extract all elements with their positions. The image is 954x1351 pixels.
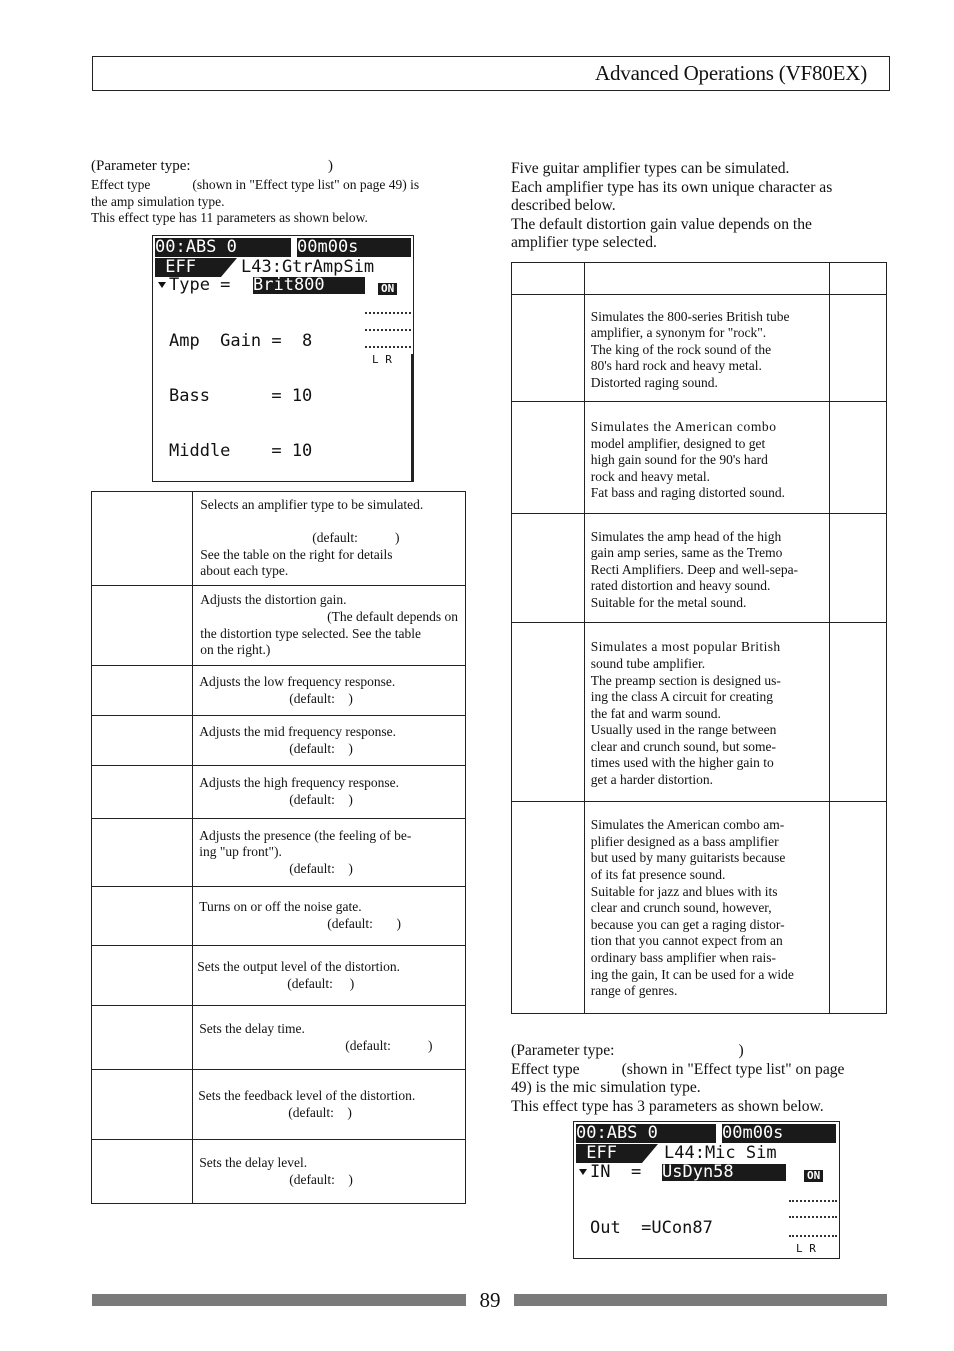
lcd-in-value: UsDyn58 — [662, 1164, 786, 1181]
lcd-type-value: Brit800 — [253, 277, 365, 294]
lcd-time: 00m00s — [722, 1124, 836, 1143]
lcd-abs-counter: 00:ABS 0 — [155, 238, 291, 257]
table-row: Adjusts the distortion gain. (The default depends on the distortion type selected. See the table on the right.) — [92, 586, 466, 666]
level-meter-dots — [789, 1216, 837, 1218]
mic-param-type-line: (Parameter type: ) — [511, 1042, 744, 1059]
amp-type-table — [511, 262, 887, 1014]
header-box — [92, 56, 890, 91]
table-row: Adjusts the presence (the feeling of be- ing "up front"). (default: ) — [92, 819, 466, 887]
table-header-row — [512, 263, 887, 295]
mic-desc-line: 49) is the mic simulation type. — [511, 1079, 701, 1097]
table-row: Selects an amplifier type to be simulated. (default: ) See the table on the right for details about each type. — [92, 492, 466, 586]
lcd-line-middle: Middle = 10 — [169, 441, 313, 462]
cursor-triangle-icon — [158, 282, 166, 288]
cursor-triangle-icon — [579, 1169, 587, 1175]
level-meter-dots — [365, 312, 411, 314]
table-row: Sets the output level of the distortion. (default: ) — [92, 946, 466, 1006]
lcd-line-amp-gain: Amp Gain = 8 — [169, 330, 313, 351]
level-meter-dots — [365, 329, 411, 331]
footer-bar-left — [92, 1294, 466, 1306]
mic-sim-description — [511, 1042, 889, 1116]
lcd-eff-label: EFF — [155, 258, 221, 277]
lcd-display-mic-sim — [573, 1121, 840, 1259]
lcd-type-label: Type = — [169, 275, 241, 295]
lcd-line-out: Out =UCon87 — [590, 1217, 713, 1238]
meter-lr-label: L R — [372, 353, 392, 366]
mic-desc-line: This effect type has 3 parameters as shown below. — [511, 1097, 824, 1115]
lcd-time: 00m00s — [297, 238, 411, 257]
lcd-in-label: IN = — [590, 1162, 642, 1182]
on-badge: ON — [804, 1170, 823, 1182]
table-row: Sets the feedback level of the distortion. (default: ) — [92, 1070, 466, 1140]
lcd-param-lines — [169, 295, 333, 482]
lcd-eff-label: EFF — [576, 1144, 642, 1163]
lcd-line-bass: Bass = 10 — [169, 386, 313, 407]
table-row: Adjusts the high frequency response. (default: ) — [92, 766, 466, 819]
meter-lr-label: L R — [796, 1242, 816, 1255]
amp-intro: Five guitar amplifier types can be simulated. Each amplifier type has its own unique character as described below. The default distortion gain value depends on the amplifier type selected. — [511, 160, 833, 252]
page-header-title: Advanced Operations (VF80EX) — [595, 61, 867, 85]
lcd-effect-name: L44:Mic Sim — [664, 1143, 777, 1163]
footer-bar-right — [514, 1294, 887, 1306]
page-number: 89 — [479, 1288, 501, 1312]
level-meter-dots — [365, 346, 411, 348]
lcd-param-lines — [590, 1182, 713, 1259]
table-row: Sets the delay level. (default: ) — [92, 1140, 466, 1204]
desc-line: Effect type (shown in "Effect type list" on page 49) is — [91, 177, 420, 192]
table-row: Adjusts the mid frequency response. (default: ) — [92, 716, 466, 766]
param-type-line: (Parameter type: ) — [91, 158, 334, 174]
level-meter-dots — [789, 1235, 837, 1237]
mic-desc-line: Effect type (shown in "Effect type list" on page — [511, 1060, 845, 1078]
lcd-eff-tab-edge — [642, 1144, 658, 1163]
lcd-abs-counter: 00:ABS 0 — [576, 1124, 716, 1143]
table-row: Simulates the American combo model amplifier, designed to get high gain sound for the 90's hard rock and heavy metal. Fat bass and raging distorted sound. — [512, 402, 887, 514]
effect-description — [91, 177, 471, 227]
table-row: Simulates the 800-series British tube amplifier, a synonym for "rock". The king of the rock sound of the 80's hard rock and heavy metal. Distorted raging sound. — [512, 295, 887, 402]
desc-line: the amp simulation type. — [91, 193, 225, 209]
parameter-table — [91, 491, 466, 1204]
table-row: Simulates the American combo am- plifier designed as a bass amplifier but used by many guitarists because of its fat presence sound. Suitable for jazz and blues with its clear and crunch sound, however, because you can get a raging distor- tion that you cannot expect from an ordinary bass amplifier when rais- ing the gain, It can be used for a wide range of genres. — [512, 802, 887, 1014]
table-row: Simulates the amp head of the high gain amp series, same as the Tremo Recti Amplifiers. Deep and well-sepa- rated distortion and heavy sound. Suitable for the metal sound. — [512, 514, 887, 623]
table-row: Adjusts the low frequency response. (default: ) — [92, 666, 466, 716]
table-row: Turns on or off the noise gate. (default: ) — [92, 887, 466, 946]
level-meter-dots — [789, 1200, 837, 1202]
table-row: Simulates a most popular British sound tube amplifier. The preamp section is designed us- ing the class A circuit for creating the fat and warm sound. Usually used in the range between clear and crunch sound, but some- times used with the higher gain to get a harder distortion. — [512, 623, 887, 802]
on-badge: ON — [378, 283, 397, 295]
lcd-effect-name: L43:GtrAmpSim — [241, 257, 375, 277]
table-row: Sets the delay time. (default: ) — [92, 1006, 466, 1070]
desc-line: This effect type has 11 parameters as shown below. — [91, 210, 368, 226]
lcd-display-amp-sim — [152, 235, 414, 482]
lcd-right-rule — [411, 354, 413, 481]
